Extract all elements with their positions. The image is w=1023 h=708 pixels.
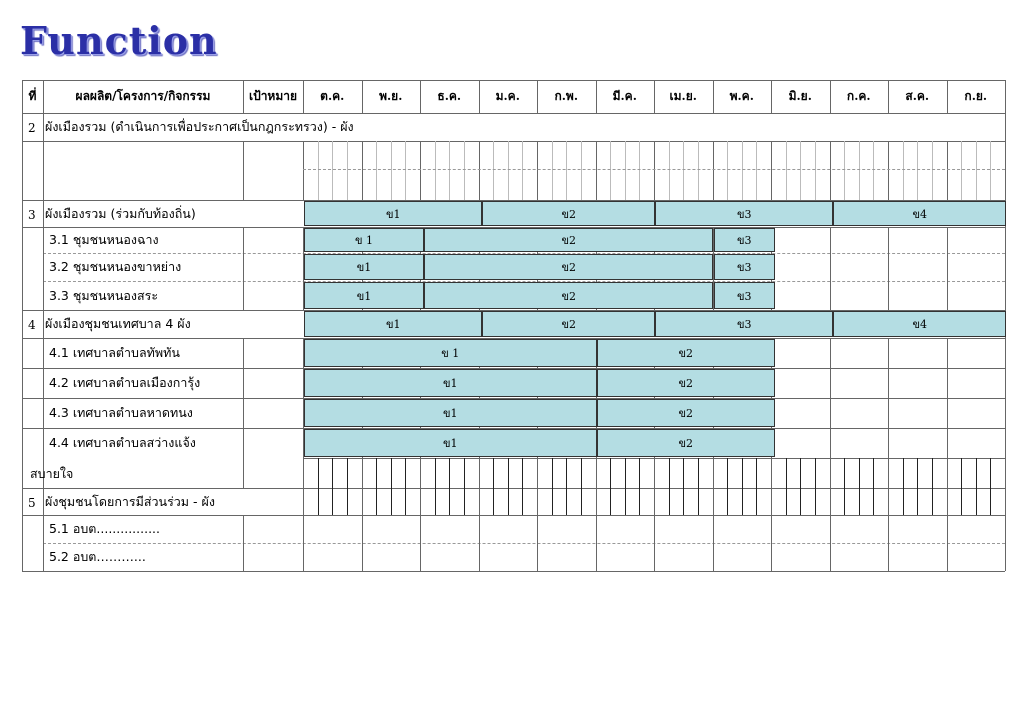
grid-line (43, 515, 44, 571)
grid-line (976, 141, 977, 200)
header-month: ก.ย. (964, 89, 988, 103)
grid-line (22, 113, 1005, 114)
page-title: Function (20, 18, 218, 63)
grid-line (947, 338, 948, 488)
grid-line (654, 515, 655, 571)
grid-line (508, 141, 509, 200)
row-label: 5.1 อบต................ (49, 521, 160, 536)
grid-line (947, 227, 948, 310)
row-number: 2 (28, 121, 36, 135)
grid-line (771, 515, 772, 571)
grid-line (610, 141, 611, 200)
header-month: มี.ค. (612, 89, 637, 103)
grid-line (610, 458, 611, 488)
gantt-bar: ข3 (714, 254, 775, 280)
grid-line (698, 458, 699, 488)
grid-line (873, 141, 874, 200)
grid-line (742, 458, 743, 488)
grid-line (362, 515, 363, 571)
row-label: 3.1 ชุมชนหนองฉาง (49, 232, 159, 247)
grid-line (479, 515, 480, 571)
grid-line (859, 458, 860, 488)
grid-line (830, 338, 831, 488)
grid-line (596, 515, 597, 571)
gantt-bar: ข2 (424, 254, 714, 280)
grid-line (800, 141, 801, 200)
grid-line (625, 458, 626, 488)
grid-line (479, 488, 480, 515)
grid-line (391, 141, 392, 200)
grid-line (552, 488, 553, 515)
grid-line (376, 488, 377, 515)
grid-line (669, 458, 670, 488)
grid-line (552, 141, 553, 200)
grid-line (43, 488, 44, 515)
grid-line (435, 458, 436, 488)
header-month: ธ.ค. (437, 89, 462, 103)
gantt-bar: ข2 (597, 429, 775, 457)
grid-line (347, 141, 348, 200)
header-month: ต.ค. (320, 89, 345, 103)
grid-line (43, 200, 44, 227)
header-item: ผลผลิต/โครงการ/กิจกรรม (75, 89, 211, 103)
grid-line (43, 141, 44, 200)
grid-line (932, 488, 933, 515)
gantt-bar: ข4 (833, 311, 1006, 337)
header-month: ก.ค. (846, 89, 871, 103)
gantt-bar: ข 1 (304, 339, 597, 367)
grid-line (581, 458, 582, 488)
gantt-bar: ข1 (304, 282, 424, 309)
grid-line (537, 141, 538, 200)
header-month: มิ.ย. (788, 89, 812, 103)
grid-line (844, 458, 845, 488)
grid-line (508, 488, 509, 515)
grid-line (932, 141, 933, 200)
grid-line (713, 141, 714, 200)
grid-line (990, 488, 991, 515)
grid-line (888, 338, 889, 488)
grid-line (815, 141, 816, 200)
grid-line (243, 515, 244, 571)
grid-line (332, 141, 333, 200)
grid-line (243, 338, 244, 488)
grid-line (405, 458, 406, 488)
grid-line (596, 488, 597, 515)
grid-line (844, 141, 845, 200)
grid-line (566, 458, 567, 488)
grid-line (756, 141, 757, 200)
grid-line (800, 458, 801, 488)
grid-line (1005, 80, 1006, 113)
grid-line (903, 458, 904, 488)
grid-line (376, 141, 377, 200)
grid-line (303, 141, 304, 200)
gantt-bar: ข3 (714, 282, 775, 309)
grid-line (435, 141, 436, 200)
grid-line (581, 488, 582, 515)
grid-line (347, 458, 348, 488)
grid-line (771, 141, 772, 200)
gantt-bar: ข2 (597, 399, 775, 427)
header-month: ม.ค. (495, 89, 520, 103)
grid-line (698, 488, 699, 515)
gantt-bar: ข3 (655, 201, 833, 226)
grid-line (830, 141, 831, 200)
grid-line (332, 458, 333, 488)
header-month: ก.พ. (554, 89, 579, 103)
grid-line (742, 488, 743, 515)
grid-line (22, 571, 1005, 572)
grid-line (318, 458, 319, 488)
gantt-bar: ข1 (304, 369, 597, 397)
grid-line (917, 141, 918, 200)
grid-line (771, 488, 772, 515)
grid-line (537, 488, 538, 515)
grid-line (683, 458, 684, 488)
grid-line (420, 141, 421, 200)
grid-line (917, 488, 918, 515)
grid-line (713, 515, 714, 571)
grid-line (830, 488, 831, 515)
grid-line (713, 488, 714, 515)
gantt-bar: ข2 (482, 201, 655, 226)
grid-line (537, 515, 538, 571)
grid-line (318, 488, 319, 515)
grid-line (566, 141, 567, 200)
row-label: ผังชุมชนโดยการมีส่วนร่วม - ผัง (45, 493, 215, 509)
grid-line (420, 488, 421, 515)
grid-line (43, 113, 44, 141)
grid-line (405, 488, 406, 515)
grid-line (888, 141, 889, 200)
grid-line (435, 488, 436, 515)
grid-line (625, 488, 626, 515)
grid-line (830, 515, 831, 571)
grid-line (947, 488, 948, 515)
gantt-bar: ข 1 (304, 228, 424, 252)
grid-line (405, 141, 406, 200)
grid-line (990, 458, 991, 488)
grid-line (243, 227, 244, 310)
grid-line (1005, 488, 1006, 515)
grid-line (786, 488, 787, 515)
grid-line (873, 488, 874, 515)
row-label-continued: สบายใจ (30, 466, 74, 481)
grid-line (43, 227, 44, 310)
header-no: ที่ (28, 89, 37, 103)
grid-line (947, 515, 948, 571)
grid-line (903, 488, 904, 515)
row-label: ผังเมืองชุมชนเทศบาล 4 ผัง (45, 316, 191, 331)
grid-line (786, 458, 787, 488)
grid-line (961, 141, 962, 200)
row-label: 4.3 เทศบาลตำบลหาดทนง (49, 405, 193, 420)
grid-line (449, 458, 450, 488)
grid-line (669, 141, 670, 200)
grid-line (859, 141, 860, 200)
grid-line (610, 488, 611, 515)
row-number: 3 (28, 207, 36, 222)
grid-line (596, 141, 597, 200)
grid-line (362, 488, 363, 515)
gantt-bar: ข1 (304, 254, 424, 280)
row-label: 4.2 เทศบาลตำบลเมืองการุ้ง (49, 375, 201, 390)
gantt-bar: ข1 (304, 311, 482, 337)
grid-line (786, 141, 787, 200)
header-month: พ.ค. (729, 89, 754, 103)
grid-line (464, 488, 465, 515)
gantt-bar: ข1 (304, 201, 482, 226)
row-label: 4.1 เทศบาลตำบลทัพทัน (49, 345, 180, 360)
grid-line (639, 141, 640, 200)
grid-line (947, 141, 948, 200)
grid-line (976, 488, 977, 515)
gantt-bar: ข3 (714, 228, 775, 252)
row-label: ผังเมืองรวม (ร่วมกับท้องถิ่น) (45, 205, 196, 221)
grid-line (727, 488, 728, 515)
gantt-bar: ข3 (655, 311, 833, 337)
grid-line (508, 458, 509, 488)
grid-line (318, 141, 319, 200)
grid-line (888, 515, 889, 571)
grid-line (449, 141, 450, 200)
grid-line (639, 488, 640, 515)
grid-line (756, 488, 757, 515)
grid-line (639, 458, 640, 488)
grid-line (800, 488, 801, 515)
grid-line (888, 227, 889, 310)
grid-line (581, 141, 582, 200)
grid-line (698, 141, 699, 200)
grid-line (990, 141, 991, 200)
grid-line (888, 488, 889, 515)
grid-line (625, 141, 626, 200)
grid-line (43, 310, 44, 338)
grid-line (43, 543, 1005, 544)
header-month: พ.ย. (379, 89, 403, 103)
grid-line (522, 458, 523, 488)
row-label: 5.2 อบต………... (49, 549, 146, 564)
row-label: 3.2 ชุมชนหนองขาหย่าง (49, 259, 182, 274)
grid-line (756, 458, 757, 488)
grid-line (961, 458, 962, 488)
grid-line (522, 488, 523, 515)
grid-line (976, 458, 977, 488)
header-target: เป้าหมาย (248, 89, 298, 103)
grid-line (391, 488, 392, 515)
header-month: เม.ย. (669, 89, 697, 103)
grid-line (420, 515, 421, 571)
grid-line (493, 458, 494, 488)
grid-line (332, 488, 333, 515)
gantt-bar: ข4 (833, 201, 1006, 226)
grid-line (903, 141, 904, 200)
grid-line (669, 488, 670, 515)
grid-line (479, 141, 480, 200)
grid-line (961, 488, 962, 515)
grid-line (727, 458, 728, 488)
grid-line (932, 458, 933, 488)
grid-line (22, 80, 1005, 81)
grid-line (654, 141, 655, 200)
grid-line (552, 458, 553, 488)
grid-line (303, 515, 304, 571)
row-number: 5 (28, 495, 36, 510)
row-label: ผังเมืองรวม (ดำเนินการเพื่อประกาศเป็นกฎกระทรวง) - ผัง (45, 119, 354, 134)
grid-line (303, 169, 1005, 170)
header-month: ส.ค. (905, 89, 930, 103)
grid-line (815, 488, 816, 515)
grid-line (727, 141, 728, 200)
gantt-bar: ข2 (424, 282, 714, 309)
grid-line (449, 488, 450, 515)
grid-line (22, 141, 1005, 142)
grid-line (742, 141, 743, 200)
grid-line (566, 488, 567, 515)
grid-line (391, 458, 392, 488)
grid-line (22, 113, 23, 571)
gantt-bar: ข2 (597, 369, 775, 397)
grid-line (362, 141, 363, 200)
grid-line (464, 141, 465, 200)
gantt-bar: ข1 (304, 399, 597, 427)
gantt-bar: ข2 (424, 228, 714, 252)
grid-line (464, 458, 465, 488)
grid-line (243, 141, 244, 200)
gantt-bar: ข2 (597, 339, 775, 367)
grid-line (493, 141, 494, 200)
row-label: 3.3 ชุมชนหนองสระ (49, 287, 159, 303)
grid-line (830, 227, 831, 310)
grid-line (917, 458, 918, 488)
grid-line (22, 515, 1005, 516)
grid-line (376, 458, 377, 488)
gantt-bar: ข2 (482, 311, 655, 337)
row-number: 4 (28, 318, 36, 332)
grid-line (683, 141, 684, 200)
grid-line (347, 488, 348, 515)
grid-line (873, 458, 874, 488)
gantt-bar: ข1 (304, 429, 597, 457)
grid-line (844, 488, 845, 515)
grid-line (522, 141, 523, 200)
grid-line (303, 488, 304, 515)
grid-line (654, 488, 655, 515)
grid-line (859, 488, 860, 515)
row-label: 4.4 เทศบาลตำบลสว่างแจ้ง (49, 435, 196, 450)
grid-line (683, 488, 684, 515)
grid-line (815, 458, 816, 488)
grid-line (493, 488, 494, 515)
grid-line (22, 488, 1005, 489)
